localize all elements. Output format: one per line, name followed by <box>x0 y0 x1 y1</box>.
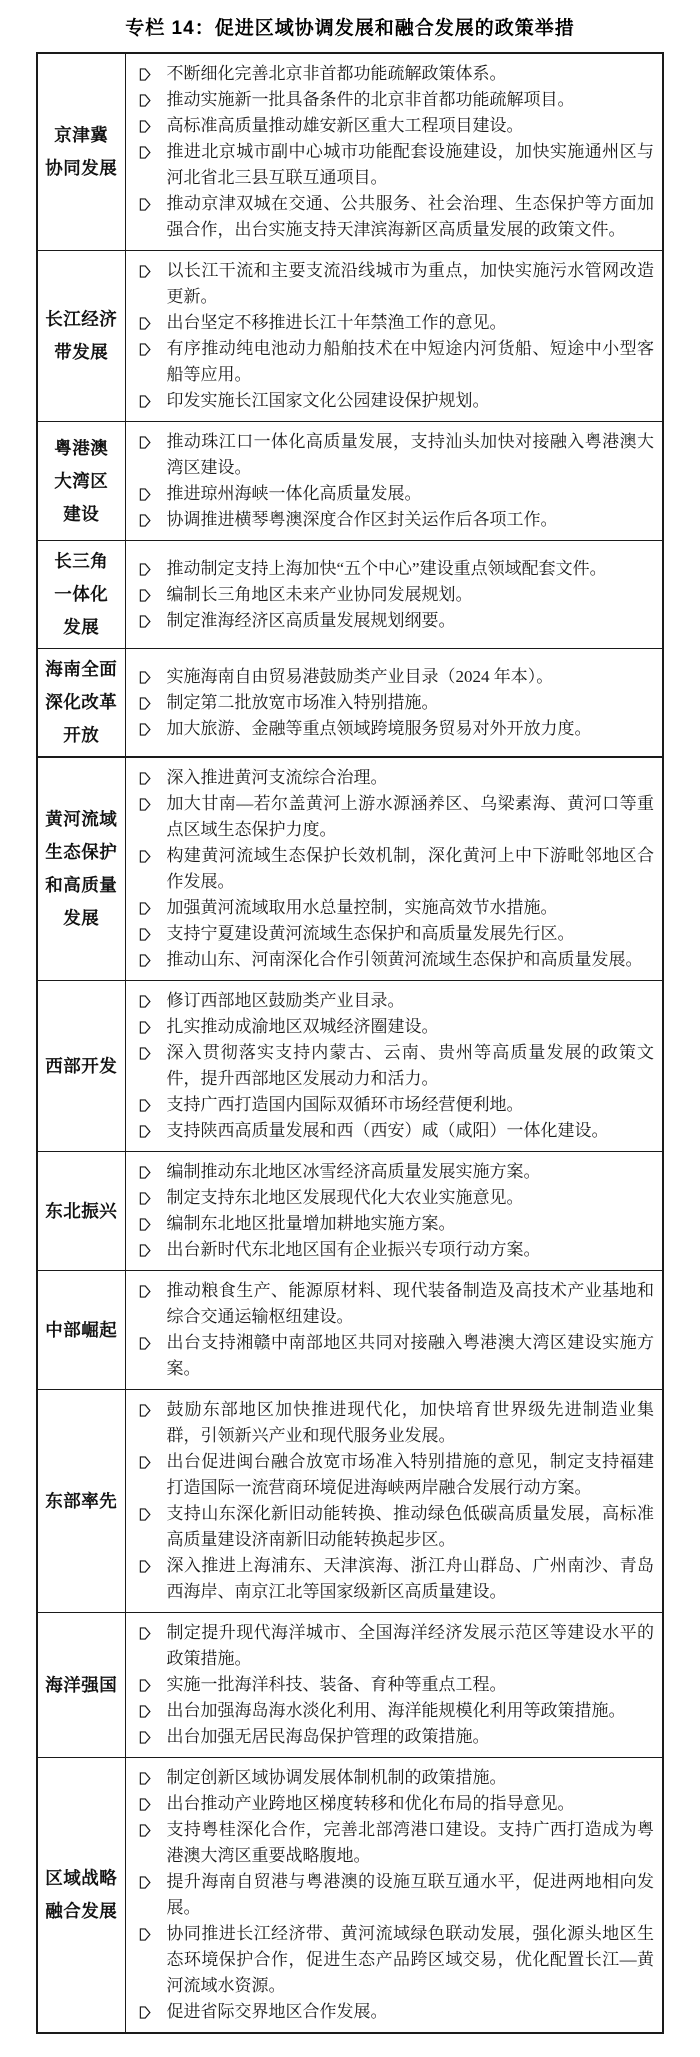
right-pentagon-arrow-icon <box>139 1455 151 1470</box>
section-label-line: 开放 <box>63 725 100 745</box>
right-pentagon-arrow-icon <box>139 394 151 409</box>
policy-item-text: 不断细化完善北京非首都功能疏解政策体系。 <box>166 64 507 83</box>
policy-table <box>36 52 664 2034</box>
policy-item <box>126 1014 655 1040</box>
section-items <box>125 1152 663 1271</box>
section-items <box>125 981 663 1152</box>
policy-item-text: 印发实施长江国家文化公园建设保护规划。 <box>166 391 490 410</box>
right-pentagon-arrow-icon <box>139 1243 151 1258</box>
right-pentagon-arrow-icon <box>139 1704 151 1719</box>
policy-item-text: 支持宁夏建设黄河流域生态保护和高质量发展先行区。 <box>166 924 575 943</box>
policy-item-text: 支持广西打造国内国际双循环市场经营便利地。 <box>166 1095 524 1114</box>
policy-item <box>126 1765 655 1791</box>
policy-item-text: 出台加强海岛海水淡化利用、海洋能规模化利用等政策措施。 <box>166 1701 626 1720</box>
policy-item <box>126 1999 655 2025</box>
policy-item <box>126 1501 655 1553</box>
right-pentagon-arrow-icon <box>139 1165 151 1180</box>
right-pentagon-arrow-icon <box>139 1217 151 1232</box>
policy-item-text: 加大旅游、金融等重点领域跨境服务贸易对外开放力度。 <box>166 718 592 738</box>
policy-item-text: 深入推进黄河支流综合治理。 <box>166 768 388 787</box>
right-pentagon-arrow-icon <box>139 1771 151 1786</box>
right-pentagon-arrow-icon <box>139 901 151 916</box>
right-pentagon-arrow-icon <box>139 197 151 212</box>
policy-item <box>126 1698 655 1724</box>
section-items <box>125 649 663 758</box>
policy-item <box>126 1278 655 1330</box>
policy-item <box>126 608 655 634</box>
section-label <box>37 251 125 422</box>
policy-item-text: 协调推进横琴粤澳深度合作区封关运作后各项工作。 <box>166 510 558 529</box>
right-pentagon-arrow-icon <box>139 614 151 629</box>
section-label-line: 中部崛起 <box>45 1319 118 1340</box>
section-label <box>37 981 125 1152</box>
policy-item-text: 推进琼州海峡一体化高质量发展。 <box>166 484 422 503</box>
policy-item-text: 制定提升现代海洋城市、全国海洋经济发展示范区等建设水平的政策措施。 <box>166 1623 654 1668</box>
policy-item-text: 实施海南自由贸易港鼓励类产业目录（2024 年本）。 <box>166 666 554 686</box>
right-pentagon-arrow-icon <box>139 67 151 82</box>
policy-item-text: 编制推动东北地区冰雪经济高质量发展实施方案。 <box>166 1162 541 1181</box>
section-label-line: 粤港澳 <box>54 437 109 458</box>
section-label-line: 大湾区 <box>54 470 109 491</box>
section-items <box>125 251 663 422</box>
right-pentagon-arrow-icon <box>139 1678 151 1693</box>
right-pentagon-arrow-icon <box>139 1730 151 1745</box>
policy-item <box>126 1620 655 1672</box>
section-label <box>37 757 125 981</box>
section-items <box>125 1390 663 1613</box>
section-row <box>37 541 663 649</box>
right-pentagon-arrow-icon <box>139 562 151 577</box>
policy-item <box>126 1237 655 1263</box>
policy-item <box>126 690 655 716</box>
policy-item-text: 制定创新区域协调发展体制机制的政策措施。 <box>166 1768 507 1787</box>
right-pentagon-arrow-icon <box>139 513 151 528</box>
policy-item-text: 支持陕西高质量发展和西（西安）咸（咸阳）一体化建设。 <box>166 1121 609 1140</box>
policy-item-text: 加大甘南—若尔盖黄河上游水源涵养区、乌梁素海、黄河口等重点区域生态保护力度。 <box>166 794 654 839</box>
policy-item-text: 推动实施新一批具备条件的北京非首都功能疏解项目。 <box>166 90 575 109</box>
section-label-line: 一体化 <box>54 584 109 604</box>
policy-item <box>126 87 655 113</box>
policy-item <box>126 716 655 742</box>
right-pentagon-arrow-icon <box>139 771 151 786</box>
section-items <box>125 1758 663 2034</box>
policy-item-text: 制定支持东北地区发展现代化大农业实施意见。 <box>166 1188 524 1207</box>
policy-item <box>126 1449 655 1501</box>
policy-item-text: 促进省际交界地区合作发展。 <box>166 2002 388 2021</box>
policy-item-text: 出台支持湘赣中南部地区共同对接融入粤港澳大湾区建设实施方案。 <box>166 1333 654 1378</box>
policy-item-text: 推动制定支持上海加快“五个中心”建设重点领域配套文件。 <box>166 558 607 578</box>
policy-item-text: 加强黄河流域取用水总量控制，实施高效节水措施。 <box>166 898 558 917</box>
section-row <box>37 1271 663 1390</box>
section-items <box>125 1613 663 1758</box>
section-label-line: 带发展 <box>54 342 109 362</box>
policy-item-text: 支持粤桂深化合作，完善北部湾港口建设。支持广西打造成为粤港澳大湾区重要战略腹地。 <box>166 1820 654 1865</box>
policy-item <box>126 791 655 843</box>
section-label-line: 长江经济 <box>45 309 118 329</box>
policy-item-text: 推动粮食生产、能源原材料、现代装备制造及高技术产业基地和综合交通运输枢纽建设。 <box>166 1281 654 1326</box>
section-label-line: 京津冀 <box>54 125 109 145</box>
section-label <box>37 1758 125 2034</box>
right-pentagon-arrow-icon <box>139 1124 151 1139</box>
section-label-line: 协同发展 <box>45 158 118 178</box>
policy-item-text: 深入贯彻落实支持内蒙古、云南、贵州等高质量发展的政策文件，提升西部地区发展动力和活力。 <box>166 1043 654 1088</box>
right-pentagon-arrow-icon <box>139 1507 151 1522</box>
section-row <box>37 251 663 422</box>
section-label-line: 西部开发 <box>45 1055 118 1076</box>
policy-item-text: 制定第二批放宽市场准入特别措施。 <box>166 692 439 712</box>
right-pentagon-arrow-icon <box>139 849 151 864</box>
policy-item-text: 推动珠江口一体化高质量发展，支持汕头加快对接融入粤港澳大湾区建设。 <box>166 432 654 477</box>
section-label-line: 海南全面 <box>45 659 118 679</box>
policy-item-text: 编制长三角地区未来产业协同发展规划。 <box>166 584 473 604</box>
right-pentagon-arrow-icon <box>139 588 151 603</box>
right-pentagon-arrow-icon <box>139 487 151 502</box>
policy-item-text: 修订西部地区鼓励类产业目录。 <box>166 991 405 1010</box>
section-row <box>37 649 663 758</box>
policy-item <box>126 1869 655 1921</box>
section-items <box>125 541 663 649</box>
section-label <box>37 1152 125 1271</box>
right-pentagon-arrow-icon <box>139 1046 151 1061</box>
section-row <box>37 757 663 981</box>
policy-item-text: 有序推动纯电池动力船舶技术在中短途内河货船、短途中小型客船等应用。 <box>166 339 654 384</box>
policy-item <box>126 258 655 310</box>
section-items <box>125 1271 663 1390</box>
policy-item-text: 支持山东深化新旧动能转换、推动绿色低碳高质量发展，高标准高质量建设济南新旧动能转换起步区。 <box>166 1504 654 1549</box>
right-pentagon-arrow-icon <box>139 1191 151 1206</box>
policy-item <box>126 843 655 895</box>
right-pentagon-arrow-icon <box>139 1403 151 1418</box>
section-label-line: 东部率先 <box>45 1490 118 1511</box>
policy-item <box>126 481 655 507</box>
section-row <box>37 422 663 541</box>
section-label <box>37 1613 125 1758</box>
section-label <box>37 541 125 649</box>
section-label <box>37 1390 125 1613</box>
policy-item <box>126 895 655 921</box>
policy-item <box>126 582 655 608</box>
policy-item <box>126 1211 655 1237</box>
right-pentagon-arrow-icon <box>139 1284 151 1299</box>
policy-table-wrap <box>36 52 664 2034</box>
policy-item <box>126 556 655 582</box>
section-row <box>37 1152 663 1271</box>
section-items <box>125 53 663 251</box>
policy-item-text: 出台促进闽台融合放宽市场准入特别措施的意见，制定支持福建打造国际一流营商环境促进海峡两岸融合发展行动方案。 <box>166 1452 654 1497</box>
right-pentagon-arrow-icon <box>139 119 151 134</box>
section-label-line: 长三角 <box>54 551 109 571</box>
policy-item-text: 推动山东、河南深化合作引领黄河流域生态保护和高质量发展。 <box>166 950 643 969</box>
right-pentagon-arrow-icon <box>139 1626 151 1641</box>
section-label-line: 海洋强国 <box>45 1674 118 1695</box>
right-pentagon-arrow-icon <box>139 93 151 108</box>
policy-item <box>126 336 655 388</box>
policy-item-text: 出台新时代东北地区国有企业振兴专项行动方案。 <box>166 1240 541 1259</box>
right-pentagon-arrow-icon <box>139 1020 151 1035</box>
section-label-line: 融合发展 <box>45 1901 118 1921</box>
policy-item <box>126 988 655 1014</box>
section-label-line: 深化改革 <box>45 692 118 712</box>
section-row <box>37 1758 663 2034</box>
policy-item-text: 出台推动产业跨地区梯度转移和优化布局的指导意见。 <box>166 1794 575 1813</box>
policy-item-text: 以长江干流和主要支流沿线城市为重点，加快实施污水管网改造更新。 <box>166 261 654 306</box>
policy-item <box>126 1118 655 1144</box>
policy-item-text: 鼓励东部地区加快推进现代化，加快培育世界级先进制造业集群，引领新兴产业和现代服务业发展。 <box>166 1400 654 1445</box>
section-label <box>37 53 125 251</box>
right-pentagon-arrow-icon <box>139 342 151 357</box>
right-pentagon-arrow-icon <box>139 145 151 160</box>
policy-item <box>126 1092 655 1118</box>
policy-item <box>126 1724 655 1750</box>
section-items <box>125 757 663 981</box>
policy-item <box>126 507 655 533</box>
policy-item <box>126 1921 655 1999</box>
right-pentagon-arrow-icon <box>139 797 151 812</box>
right-pentagon-arrow-icon <box>139 696 151 711</box>
policy-item <box>126 1817 655 1869</box>
policy-item <box>126 921 655 947</box>
section-label <box>37 422 125 541</box>
policy-item <box>126 310 655 336</box>
policy-item-text: 高标准高质量推动雄安新区重大工程项目建设。 <box>166 116 524 135</box>
right-pentagon-arrow-icon <box>139 316 151 331</box>
policy-item <box>126 139 655 191</box>
right-pentagon-arrow-icon <box>139 1336 151 1351</box>
section-row <box>37 1390 663 1613</box>
right-pentagon-arrow-icon <box>139 722 151 737</box>
policy-item-text: 制定淮海经济区高质量发展规划纲要。 <box>166 610 456 630</box>
right-pentagon-arrow-icon <box>139 1823 151 1838</box>
section-label-line: 发展 <box>63 908 100 928</box>
policy-item <box>126 1040 655 1092</box>
section-label-line: 黄河流域 <box>45 809 118 829</box>
policy-item <box>126 1553 655 1605</box>
right-pentagon-arrow-icon <box>139 670 151 685</box>
policy-item-text: 推进北京城市副中心城市功能配套设施建设，加快实施通州区与河北省北三县互联互通项目。 <box>166 142 654 187</box>
policy-item <box>126 664 655 690</box>
section-label-line: 建设 <box>63 503 100 524</box>
right-pentagon-arrow-icon <box>139 953 151 968</box>
policy-table-body <box>37 53 663 2033</box>
policy-item-text: 扎实推动成渝地区双城经济圈建设。 <box>166 1017 439 1036</box>
policy-item-text: 实施一批海洋科技、装备、育种等重点工程。 <box>166 1675 507 1694</box>
policy-item-text: 深入推进上海浦东、天津滨海、浙江舟山群岛、广州南沙、青岛西海岸、南京江北等国家级新区高质量建设。 <box>166 1556 654 1601</box>
policy-item-text: 编制东北地区批量增加耕地实施方案。 <box>166 1214 456 1233</box>
policy-item <box>126 61 655 87</box>
policy-item-text: 推动京津双城在交通、公共服务、社会治理、生态保护等方面加强合作，出台实施支持天津滨海新区高质量发展的政策文件。 <box>166 194 654 239</box>
policy-item <box>126 113 655 139</box>
right-pentagon-arrow-icon <box>139 264 151 279</box>
right-pentagon-arrow-icon <box>139 1927 151 1942</box>
policy-item <box>126 1672 655 1698</box>
right-pentagon-arrow-icon <box>139 994 151 1009</box>
section-items <box>125 422 663 541</box>
policy-item <box>126 1185 655 1211</box>
section-label-line: 发展 <box>63 617 100 637</box>
right-pentagon-arrow-icon <box>139 2005 151 2020</box>
policy-item <box>126 765 655 791</box>
policy-item-text: 协同推进长江经济带、黄河流域绿色联动发展，强化源头地区生态环境保护合作，促进生态产品跨区域交易，优化配置长江—黄河流域水资源。 <box>166 1924 654 1995</box>
right-pentagon-arrow-icon <box>139 927 151 942</box>
policy-item-text: 出台坚定不移推进长江十年禁渔工作的意见。 <box>166 313 507 332</box>
section-label-line: 和高质量 <box>45 875 118 895</box>
policy-item <box>126 388 655 414</box>
policy-item-text: 构建黄河流域生态保护长效机制，深化黄河上中下游毗邻地区合作发展。 <box>166 846 654 891</box>
section-label <box>37 649 125 758</box>
right-pentagon-arrow-icon <box>139 1875 151 1890</box>
right-pentagon-arrow-icon <box>139 435 151 450</box>
section-label <box>37 1271 125 1390</box>
section-label-line: 区域战略 <box>45 1868 118 1888</box>
policy-item <box>126 1330 655 1382</box>
section-row <box>37 53 663 251</box>
policy-item <box>126 947 655 973</box>
policy-item <box>126 1397 655 1449</box>
section-label-line: 生态保护 <box>45 842 118 862</box>
policy-item <box>126 191 655 243</box>
policy-item <box>126 429 655 481</box>
section-row <box>37 1613 663 1758</box>
right-pentagon-arrow-icon <box>139 1797 151 1812</box>
section-label-line: 东北振兴 <box>45 1200 118 1221</box>
right-pentagon-arrow-icon <box>139 1559 151 1574</box>
policy-item <box>126 1791 655 1817</box>
section-row <box>37 981 663 1152</box>
policy-item-text: 出台加强无居民海岛保护管理的政策措施。 <box>166 1727 490 1746</box>
policy-item-text: 提升海南自贸港与粤港澳的设施互联互通水平，促进两地相向发展。 <box>166 1872 654 1917</box>
right-pentagon-arrow-icon <box>139 1098 151 1113</box>
page-title: 专栏 14：促进区域协调发展和融合发展的政策举措 <box>125 18 575 39</box>
policy-item <box>126 1159 655 1185</box>
